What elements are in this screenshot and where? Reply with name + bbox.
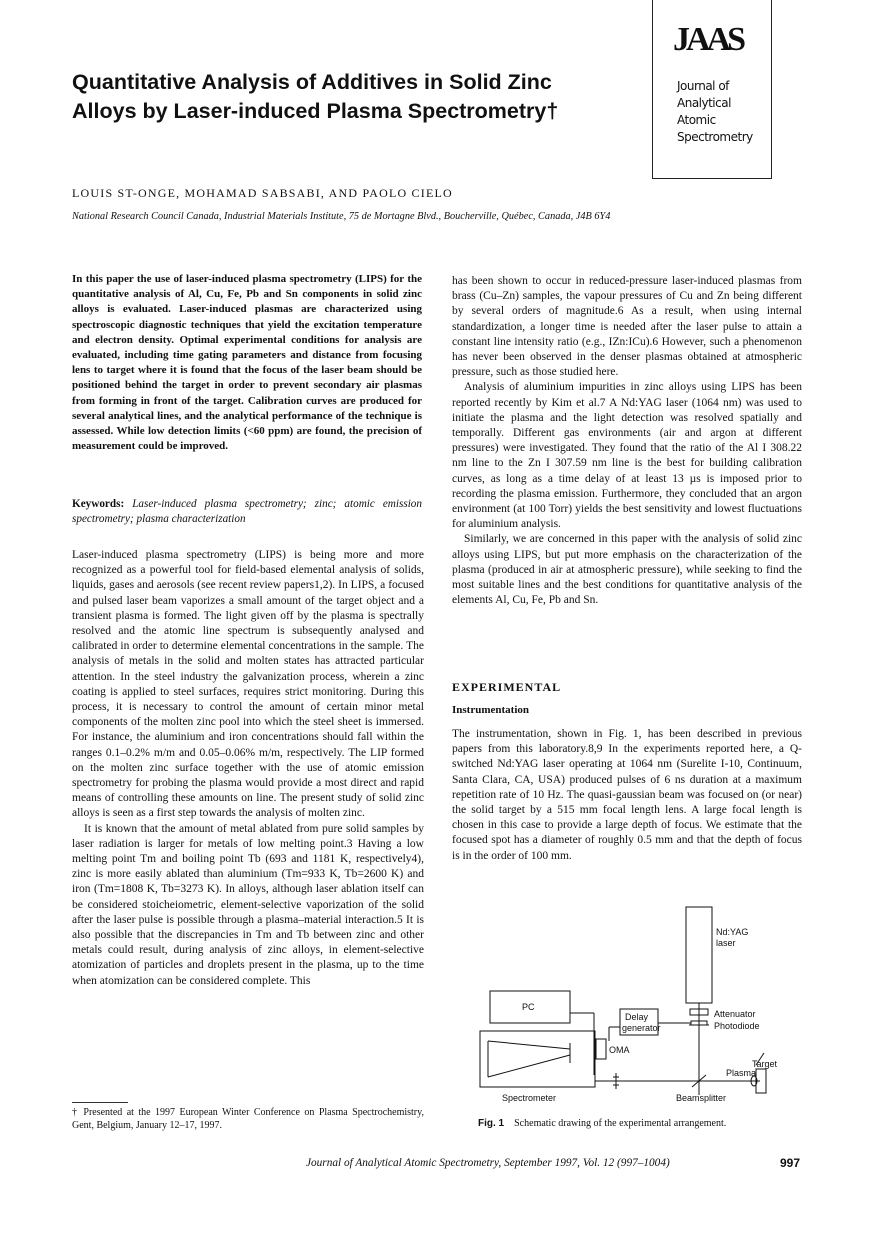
logo-line: Atomic (677, 113, 716, 127)
footnote-divider (72, 1102, 128, 1103)
body-paragraph: It is known that the amount of metal ablated from pure solid samples by laser radiation is larger for metals of low melting point.3 Having a low melting point Tm and boiling point Tb (693 and 1181 K, respectively4), zinc is more easily ablated than aluminium (Tm=933 K, Tb=2600 K) and iron (Tm=1808 K, Tb=3273 K). In alloys, although laser ablation itself can be considered stoicheiometric, element-selective vaporization of the solid after the laser pulse is possible through a plasma–material interaction.5 It is also possible that the discrepancies in Tm and Tb between zinc and other metals could result, during analysis of zinc alloys, in element-selective atomization of particles and droplets present in the plasma, up to the time when atomization can be considered complete. This (72, 822, 424, 987)
caption-label: Fig. 1 (478, 1118, 505, 1129)
keywords (72, 497, 422, 527)
spectrometer-label: Spectrometer (502, 1093, 557, 1103)
abstract: In this paper the use of laser-induced plasma spectrometry (LIPS) for the quantitative analysis of Al, Cu, Fe, Pb and Sn components in solid zinc alloys is evaluated. Laser-induced plasmas are characterized using spectroscopic diagnostic techniques that yield the excitation temperature and electron density. Optimal experimental conditions for analysis are evaluated, including time gating parameters and distance from focusing lens to target where it is found that the focus of the laser beam should be positioned behind the target in order to prevent secondary air plasmas from forming in front of the target. Calibration curves are produced for several analytical lines, and the analytical performance of the technique is assessed. While low detection limits (<60 ppm) are found, the precision of measurement could be improved. (72, 273, 422, 453)
body-paragraph: Similarly, we are concerned in this paper with the analysis of solid zinc alloys using LIPS, but put more emphasis on the characterization of the plasma (produced in air at atmospheric pressure), while seeking to find the most suitable lines and the best conditions for quantitative analysis of the elements Al, Cu, Fe, Pb and Sn. (452, 533, 802, 607)
left-column-body (72, 548, 424, 989)
authors: LOUIS ST-ONGE, MOHAMAD SABSABI, AND PAOLO CIELO (72, 186, 453, 200)
spectrometer-box (480, 1031, 595, 1087)
logo-line: Journal of (677, 79, 729, 93)
oma-box (596, 1039, 606, 1059)
laser-box (686, 907, 712, 1003)
experimental-schematic-figure (470, 905, 790, 1110)
oma-label: OMA (609, 1045, 630, 1055)
caption-text: Schematic drawing of the experimental arrangement. (514, 1118, 727, 1129)
figure-caption (478, 1118, 808, 1129)
pc-label: PC (522, 1002, 535, 1012)
affiliation: National Research Council Canada, Industrial Materials Institute, 75 de Mortagne Blvd., Boucherville, Québec, Canada, J4B 6Y4 (72, 211, 611, 222)
target-label: Target (752, 1059, 778, 1069)
delay-label-line: Delay (625, 1012, 649, 1022)
footnote: † Presented at the 1997 European Winter Conference on Plasma Spectrochemistry, Gent, Belgium, January 12–17, 1997. (72, 1107, 424, 1131)
journal-name-logo (677, 78, 767, 146)
attenuator-label: Attenuator (714, 1009, 756, 1019)
body-paragraph: Analysis of aluminium impurities in zinc alloys using LIPS has been reported recently by Kim et al.7 A Nd:YAG laser (1064 nm) was used to initiate the plasma and the light detection was resolved spatially and temporally. Different gas environments (air and argon at different pressures) were investigated. They found that the ratio of the Al I 308.22 nm line to the Zn I 307.59 nm line is the best for building calibration curves, as long as a time delay of at least 13 µs is imposed prior to recording the plasma emission. Furthermore, they concluded that an argon environment (at 100 Torr) yields the best sensitivity and lowest fluctuations for aluminium analysis. (452, 381, 802, 531)
experimental-paragraph: The instrumentation, shown in Fig. 1, has been described in previous papers from this laboratory.8,9 In the experiments reported here, a Q-switched Nd:YAG laser operating at 1064 nm (Surelite I-10, Continuum, Santa Clara, CA, USA) produced pulses of 6 ns duration at a maximum repetition rate of 10 Hz. The quasi-gaussian beam was focused on (or near) the solid target by a 515 mm focal length lens. A large focal length is chosen in this case to provide a large depth of focus. We estimate that the focused spot has a diameter of roughly 0.5 mm and that the depth of focus is in the order of 100 mm. (452, 728, 802, 862)
jaas-logo-mark: JAAS (673, 21, 743, 58)
delay-label-line: generator (622, 1023, 661, 1033)
logo-line: Spectrometry (677, 130, 753, 144)
subsection-heading: Instrumentation (452, 704, 530, 716)
body-paragraph: has been shown to occur in reduced-pressure laser-induced plasmas from brass (Cu–Zn) samples, the vapour pressures of Cu and Zn being different by several orders of magnitude.6 As a result, when using internal standardization, a longer time is needed after the laser pulse to attain a constant line intensity ratio (e.g., IZn:ICu).6 However, such a phenomenon has never been observed in the denser plasmas obtained at atmospheric pressure, such as those studied here. (452, 275, 802, 379)
logo-line: Analytical (677, 96, 731, 110)
journal-logo-box (652, 0, 772, 179)
body-paragraph: Laser-induced plasma spectrometry (LIPS) is being more and more recognized as a powerful tool for field-based elemental analysis of solids, liquids, gases and aerosols (see recent review papers1,2). In LIPS, a focused and pulsed laser beam vaporizes a small amount of the target object and a transient plasma is formed. The light given off by the plasma is spectrally resolved and the atomic line spectrum is subsequently analysed and calibrated in order to determine elemental concentrations in the sample. The analysis of metals in the solid and molten states has attracted particular attention. In the steel industry the galvanization process, wherein a zinc coating is applied to steel surfaces, requires strict monitoring. During this process, it is necessary to control the amount of certain minor metal components of the molten zinc pool into which the steel sheet is immersed. For instance, the aluminium and iron concentrations should fall within the ranges 0.1–0.2% m/m and 0.05–0.06% m/m, respectively. The LIP formed on the molten zinc surface together with the use of atomic emission spectrometry for probing the plasma would provide a most direct and rapid means of controlling these amounts on line. The present study of solid zinc alloys is seen as a first step towards the analysis of molten zinc. (72, 549, 424, 820)
keywords-text: Laser-induced plasma spectrometry; zinc; atomic emission spectrometry; plasma characterization (72, 498, 422, 526)
keywords-label: Keywords: (72, 498, 125, 510)
page-number: 997 (780, 1156, 801, 1170)
photodiode-label: Photodiode (714, 1021, 760, 1031)
laser-label-line: laser (716, 938, 736, 948)
right-column-body (452, 274, 802, 608)
section-heading: EXPERIMENTAL (452, 680, 562, 694)
footer-journal-citation: Journal of Analytical Atomic Spectrometry, September 1997, Vol. 12 (997–1004) (306, 1157, 670, 1169)
beamsplitter-label: Beamsplitter (676, 1093, 727, 1103)
paper-title: Quantitative Analysis of Additives in Solid Zinc Alloys by Laser-induced Plasma Spectrometry† (72, 70, 559, 123)
laser-label-line: Nd:YAG (716, 927, 749, 937)
plasma-label: Plasma (726, 1068, 757, 1078)
